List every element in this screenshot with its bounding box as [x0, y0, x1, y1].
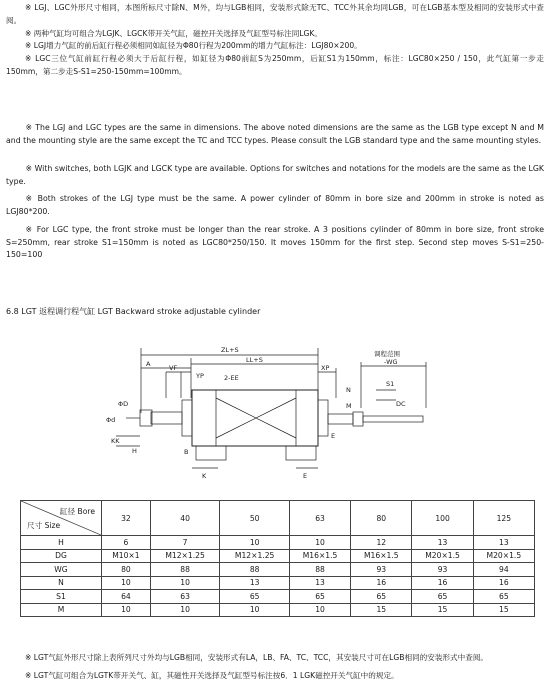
label-ll-s: LL+S	[246, 356, 263, 364]
table-cell: 88	[289, 563, 350, 577]
table-cell: 12	[351, 536, 412, 550]
label-n: N	[346, 386, 351, 394]
table-cell: 65	[412, 590, 473, 604]
label-xp: XP	[321, 364, 330, 372]
label-phi-d: Φd	[106, 416, 116, 424]
table-row	[21, 563, 535, 577]
bore-header: 50	[220, 501, 290, 536]
table-cell: 10	[289, 536, 350, 550]
table-cell: 10	[150, 576, 220, 590]
bore-header: 40	[150, 501, 220, 536]
table-cell: 10	[220, 603, 290, 617]
table-cell: 88	[220, 563, 290, 577]
paragraph-cn-2: ※ 两种气缸均可组合为LGJK、LGCK带开关气缸，磁控开关选择及气缸型号标注同LGK。	[25, 29, 323, 38]
row-label: S1	[21, 590, 102, 604]
table-row	[21, 576, 535, 590]
paragraph-cn-4: ※ LGC三位气缸前缸行程必须大于后缸行程，如缸径为Φ80前缸S为250mm，后缸S1为150mm，标注：LGC80×250 / 150，此气缸第一步走150mm，第二步走S-S1=250-150mm=100mm。	[6, 54, 544, 76]
table-cell: 88	[150, 563, 220, 577]
label-phi-bore: ΦD	[118, 400, 129, 408]
row-label: H	[21, 536, 102, 550]
table-row	[21, 603, 535, 617]
table-cell: M12×1.25	[150, 549, 220, 563]
table-cell: M16×1.5	[351, 549, 412, 563]
table-cell: 94	[473, 563, 534, 577]
table-cell: 93	[412, 563, 473, 577]
row-label: M	[21, 603, 102, 617]
label-a: A	[146, 360, 151, 368]
table-cell: 10	[150, 603, 220, 617]
table-cell: 63	[150, 590, 220, 604]
paragraph-en-1: ※ The LGJ and LGC types are the same in dimensions. The above noted dimensions are the same as the LGB type except N and M and the mounting style are the same except the TC and TCC types. Please consult the LGB standard type and the same mounting styles.	[6, 123, 544, 145]
label-b: B	[184, 448, 189, 456]
table-row	[21, 590, 535, 604]
label-ze: E	[303, 472, 308, 480]
paragraph-en-3: ※ Both strokes of the LGJ type must be the same. A power cylinder of 80mm in bore size and 200mm in stroke is noted as LGJ80*200.	[6, 194, 544, 216]
note-1: ※ LGT气缸外形尺寸除上表所列尺寸外均与LGB相同，安装形式有LA，LB、FA、TC、TCC，其安装尺寸可在LGB相同的安装形式中查阅。	[25, 653, 489, 662]
table-cell: M12×1.25	[220, 549, 290, 563]
corner-size-label: 尺寸 Size	[27, 521, 61, 530]
cylinder-drawing	[96, 328, 456, 488]
table-cell: 16	[351, 576, 412, 590]
table-cell: 13	[289, 576, 350, 590]
table-cell: 15	[473, 603, 534, 617]
label-adjust-range: 调程范围	[374, 350, 400, 358]
table-cell: 65	[289, 590, 350, 604]
label-yp: YP	[196, 372, 204, 380]
bore-header: 100	[412, 501, 473, 536]
label-m: M	[346, 402, 352, 410]
corner-bore-label: 缸径 Bore	[59, 507, 95, 516]
label-2-ee: 2-EE	[224, 374, 239, 382]
table-cell: 7	[150, 536, 220, 550]
row-label: WG	[21, 563, 102, 577]
label-s1: S1	[386, 380, 395, 388]
label-e: E	[331, 432, 336, 440]
label-wg: -WG	[384, 358, 398, 366]
table-cell: 13	[473, 536, 534, 550]
paragraph-cn-1: ※ LGJ、LGC外形尺寸相同，本图所标尺寸除N、M外，均与LGB相同，安装形式除无TC、TCC外其余均同LGB，可在LGB基本型及相同的安装形式中查阅。	[6, 3, 544, 25]
table-cell: 13	[220, 576, 290, 590]
table-cell: 65	[351, 590, 412, 604]
table-cell: M20×1.5	[412, 549, 473, 563]
cylinder-drawing-svg	[96, 328, 456, 488]
table-cell: 93	[351, 563, 412, 577]
bore-header: 80	[351, 501, 412, 536]
table-header-row	[21, 501, 535, 536]
bore-header: 125	[473, 501, 534, 536]
table-corner-cell	[21, 501, 102, 536]
table-cell: 15	[412, 603, 473, 617]
table-cell: M10×1	[102, 549, 151, 563]
bore-header: 32	[102, 501, 151, 536]
table-cell: 6	[102, 536, 151, 550]
paragraph-en-4: ※ For LGC type, the front stroke must be longer than the rear stroke. A 3 positions cylinder of 80mm in bore size, front stroke S=250mm, rear stroke S1=150mm is noted as LGC80*250/150. It moves 150mm for the first step. Second step moves S-S1=250-150=100	[6, 225, 544, 260]
table-cell: 65	[220, 590, 290, 604]
paragraph-cn-3: ※ LGJ增力气缸的前后缸行程必须相同如缸径为Φ80行程为200mm的增力气缸标注：LGJ80×200。	[25, 41, 362, 50]
label-h: H	[132, 447, 137, 455]
label-kk: KK	[111, 437, 120, 445]
label-dc: DC	[396, 400, 406, 408]
table-cell: 10	[289, 603, 350, 617]
table-cell: 10	[220, 536, 290, 550]
paragraph-en-2: ※ With switches, both LGJK and LGCK type are available. Options for switches and notations for the models are the same as the LGK type.	[6, 164, 544, 186]
table-cell: 10	[102, 603, 151, 617]
table-cell: 65	[473, 590, 534, 604]
table-cell: 16	[412, 576, 473, 590]
row-label: N	[21, 576, 102, 590]
table-cell: 80	[102, 563, 151, 577]
label-vf: VF	[169, 364, 178, 372]
bore-header: 63	[289, 501, 350, 536]
table-cell: 13	[412, 536, 473, 550]
table-cell: 10	[102, 576, 151, 590]
table-cell: 16	[473, 576, 534, 590]
note-2: ※ LGT气缸可组合为LGTK带开关气、缸，其磁性开关选择及气缸型号标注按6．1 LGK磁控开关气缸中的规定。	[25, 671, 399, 680]
section-title: 6.8 LGT 返程调行程气缸 LGT Backward stroke adjustable cylinder	[6, 307, 261, 316]
table-cell: 15	[351, 603, 412, 617]
table-cell: M16×1.5	[289, 549, 350, 563]
row-label: DG	[21, 549, 102, 563]
table-row	[21, 536, 535, 550]
label-k: K	[202, 472, 207, 480]
spec-table	[20, 500, 535, 617]
table-cell: 64	[102, 590, 151, 604]
table-row	[21, 549, 535, 563]
label-zl-s: ZL+S	[221, 346, 239, 354]
table-cell: M20×1.5	[473, 549, 534, 563]
